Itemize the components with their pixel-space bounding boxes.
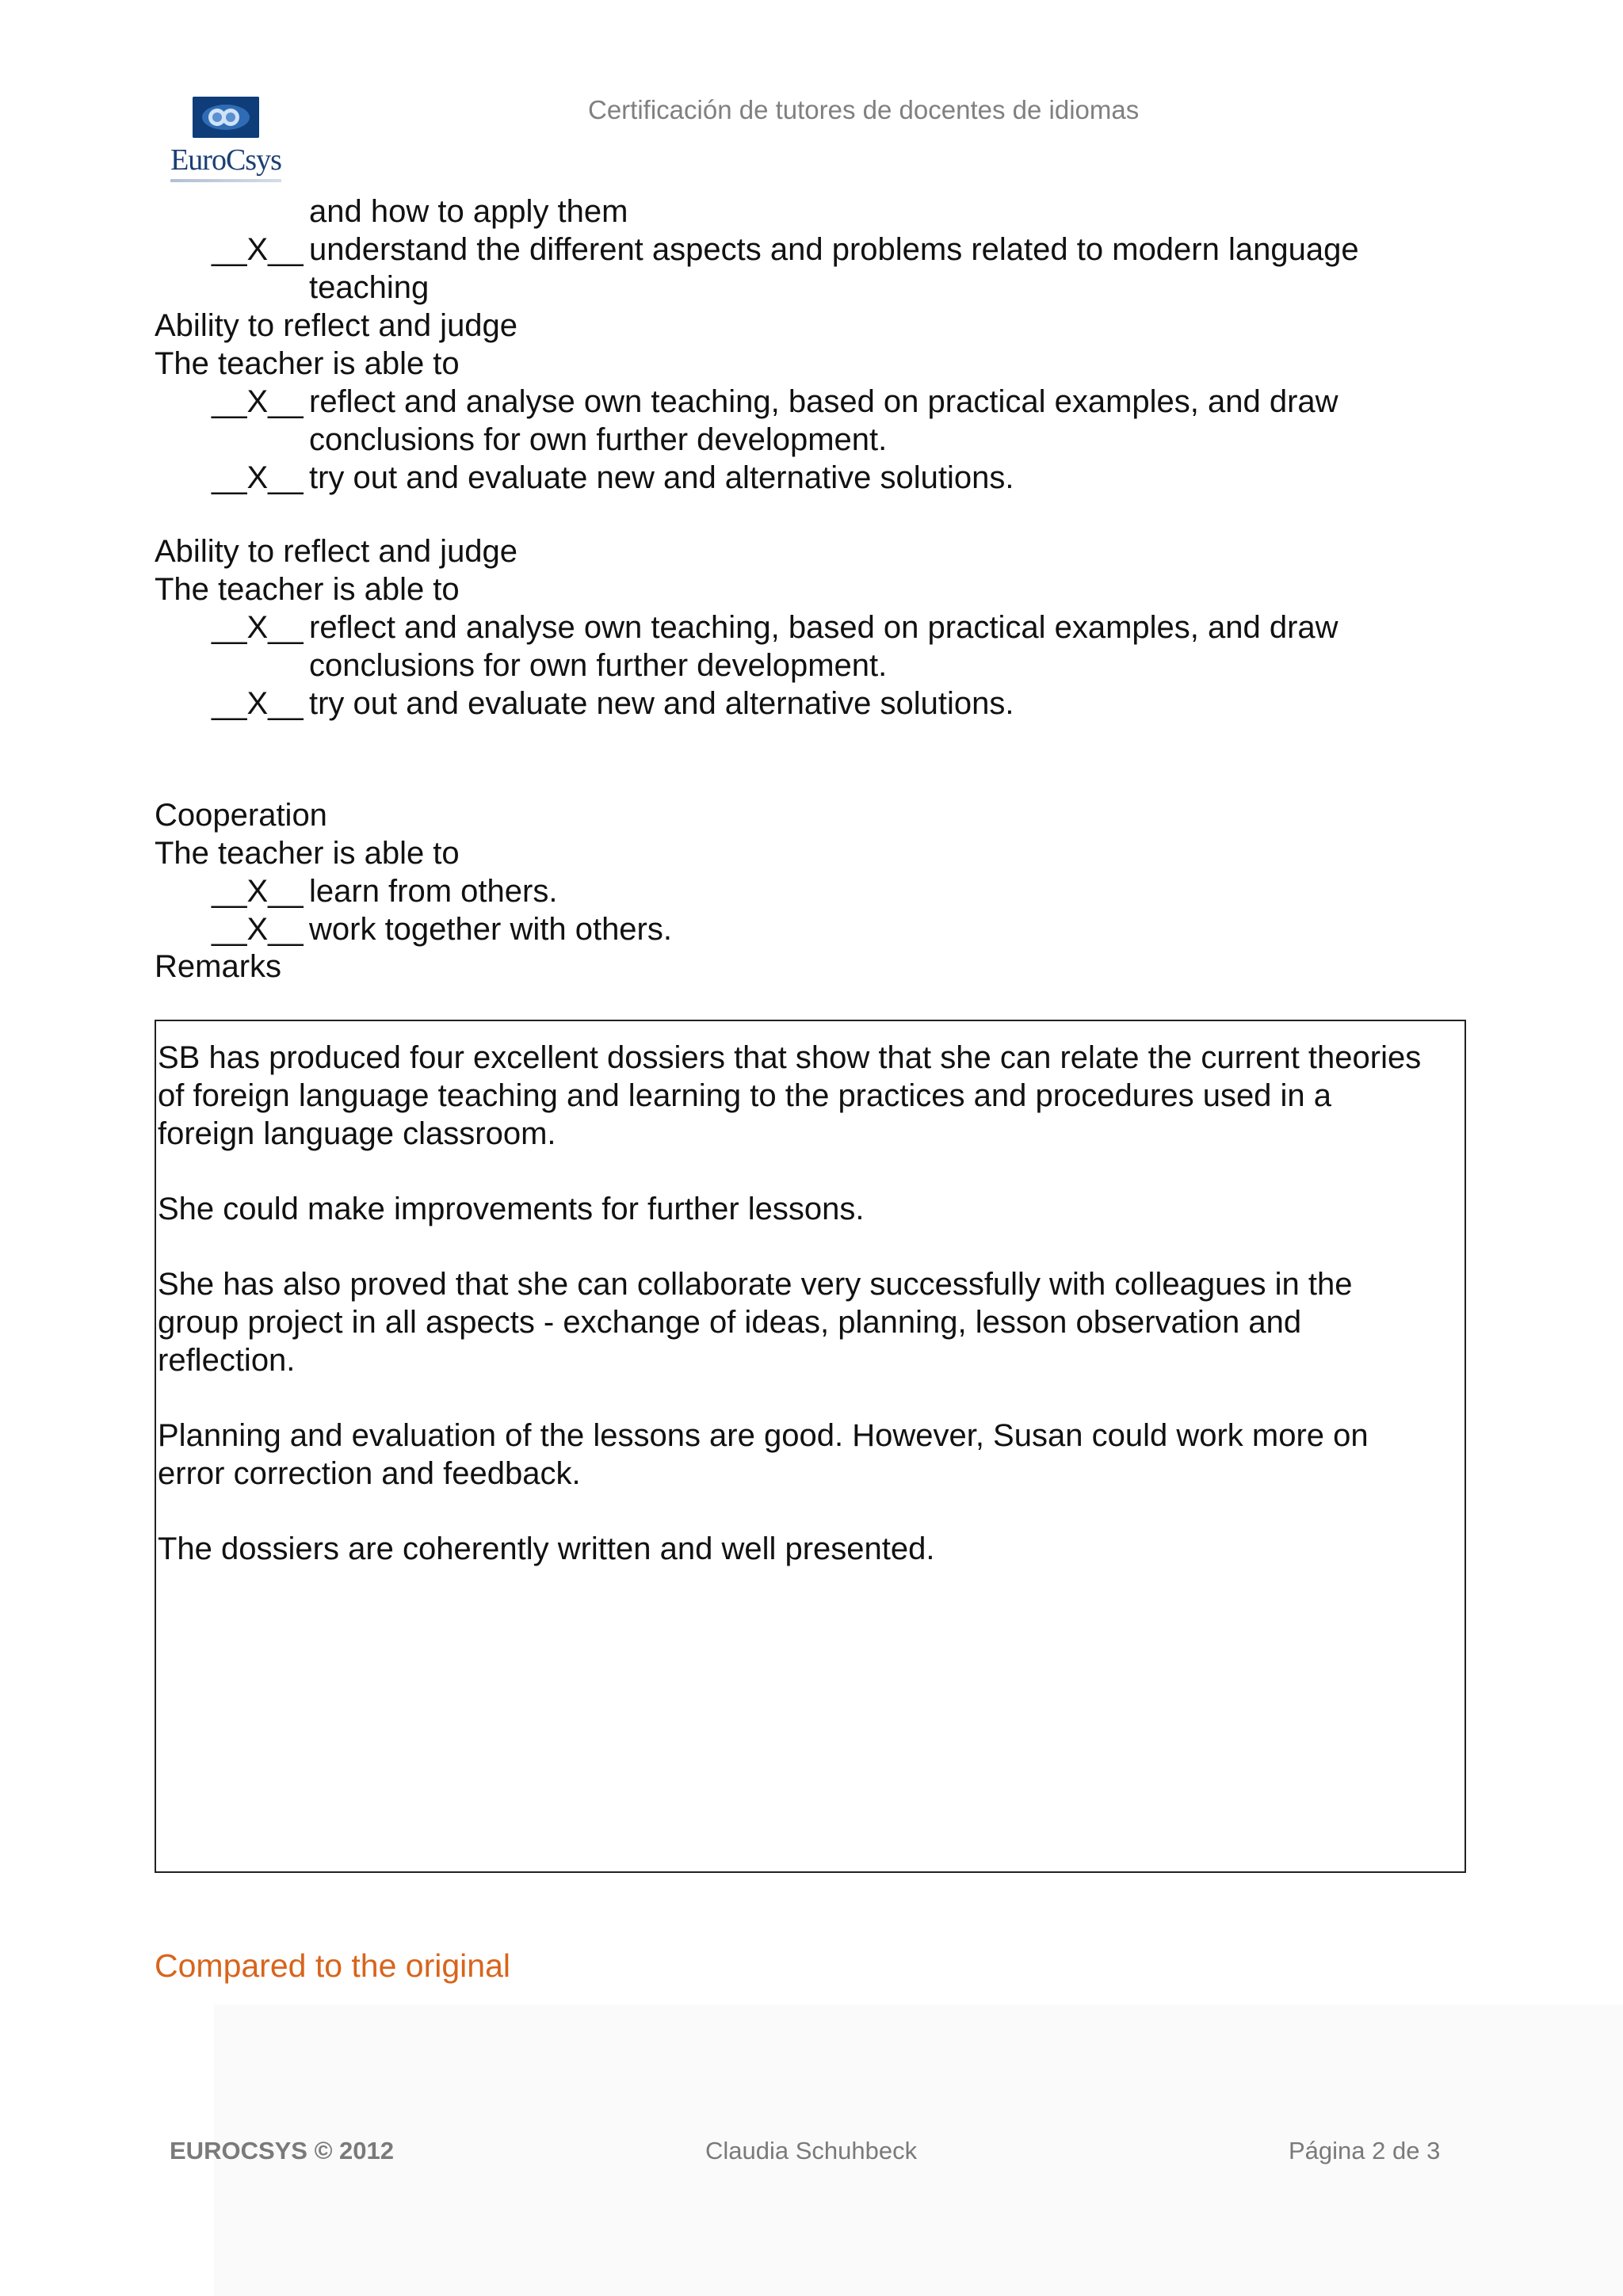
section-intro: The teacher is able to bbox=[155, 346, 460, 381]
compared-heading: Compared to the original bbox=[155, 1947, 510, 1984]
section-heading: Ability to reflect and judge bbox=[155, 534, 518, 569]
logo-emblem-icon bbox=[193, 97, 259, 138]
remarks-label: Remarks bbox=[155, 949, 282, 984]
section-heading: Ability to reflect and judge bbox=[155, 308, 518, 343]
remarks-line: group project in all aspects - exchange of ideas, planning, lesson observation and bbox=[158, 1305, 1302, 1340]
criterion-understand: understand the different aspects and problems related to modern language bbox=[309, 232, 1359, 267]
checkbox-mark: __X__ bbox=[212, 232, 304, 267]
footer-copyright: EUROCSYS © 2012 bbox=[170, 2137, 395, 2164]
remarks-line: The dossiers are coherently written and well presented. bbox=[158, 1531, 935, 1566]
footer-author: Claudia Schuhbeck bbox=[705, 2137, 918, 2164]
criterion-try-out: try out and evaluate new and alternative solutions. bbox=[309, 686, 1014, 721]
criterion-reflect: reflect and analyse own teaching, based on practical examples, and draw bbox=[309, 384, 1338, 419]
footer-page-number: Página 2 de 3 bbox=[1289, 2137, 1441, 2164]
remarks-line: SB has produced four excellent dossiers that show that she can relate the current theories bbox=[158, 1040, 1422, 1075]
section-intro: The teacher is able to bbox=[155, 572, 460, 607]
checkbox-mark: __X__ bbox=[212, 912, 304, 947]
logo-text: EuroCsys bbox=[170, 143, 281, 177]
remarks-line: error correction and feedback. bbox=[158, 1456, 581, 1491]
criterion-understand-cont: teaching bbox=[309, 270, 430, 305]
section-heading: Cooperation bbox=[155, 798, 327, 833]
criterion-learn: learn from others. bbox=[309, 874, 558, 909]
criterion-work-together: work together with others. bbox=[309, 912, 672, 947]
logo-tagline bbox=[170, 179, 281, 182]
checkbox-mark: __X__ bbox=[212, 610, 304, 645]
criterion-reflect-cont: conclusions for own further development. bbox=[309, 648, 888, 683]
document-header-title: Certificación de tutores de docentes de idiomas bbox=[588, 95, 1140, 124]
criterion-reflect: reflect and analyse own teaching, based on practical examples, and draw bbox=[309, 610, 1338, 645]
continued-line: and how to apply them bbox=[309, 194, 628, 229]
section-intro: The teacher is able to bbox=[155, 836, 460, 871]
eurocsys-logo bbox=[155, 93, 297, 189]
remarks-line: She has also proved that she can collaborate very successfully with colleagues in the bbox=[158, 1267, 1353, 1302]
remarks-line: reflection. bbox=[158, 1343, 296, 1378]
criterion-try-out: try out and evaluate new and alternative solutions. bbox=[309, 460, 1014, 495]
remarks-line: foreign language classroom. bbox=[158, 1116, 556, 1151]
remarks-line: Planning and evaluation of the lessons are good. However, Susan could work more on bbox=[158, 1418, 1369, 1453]
remarks-box bbox=[155, 1020, 1466, 1873]
checkbox-mark: __X__ bbox=[212, 686, 304, 721]
checkbox-mark: __X__ bbox=[212, 460, 304, 495]
remarks-line: She could make improvements for further lessons. bbox=[158, 1192, 865, 1226]
remarks-line: of foreign language teaching and learning to the practices and procedures used in a bbox=[158, 1078, 1332, 1113]
checkbox-mark: __X__ bbox=[212, 384, 304, 419]
criterion-reflect-cont: conclusions for own further development. bbox=[309, 422, 888, 457]
checkbox-mark: __X__ bbox=[212, 874, 304, 909]
